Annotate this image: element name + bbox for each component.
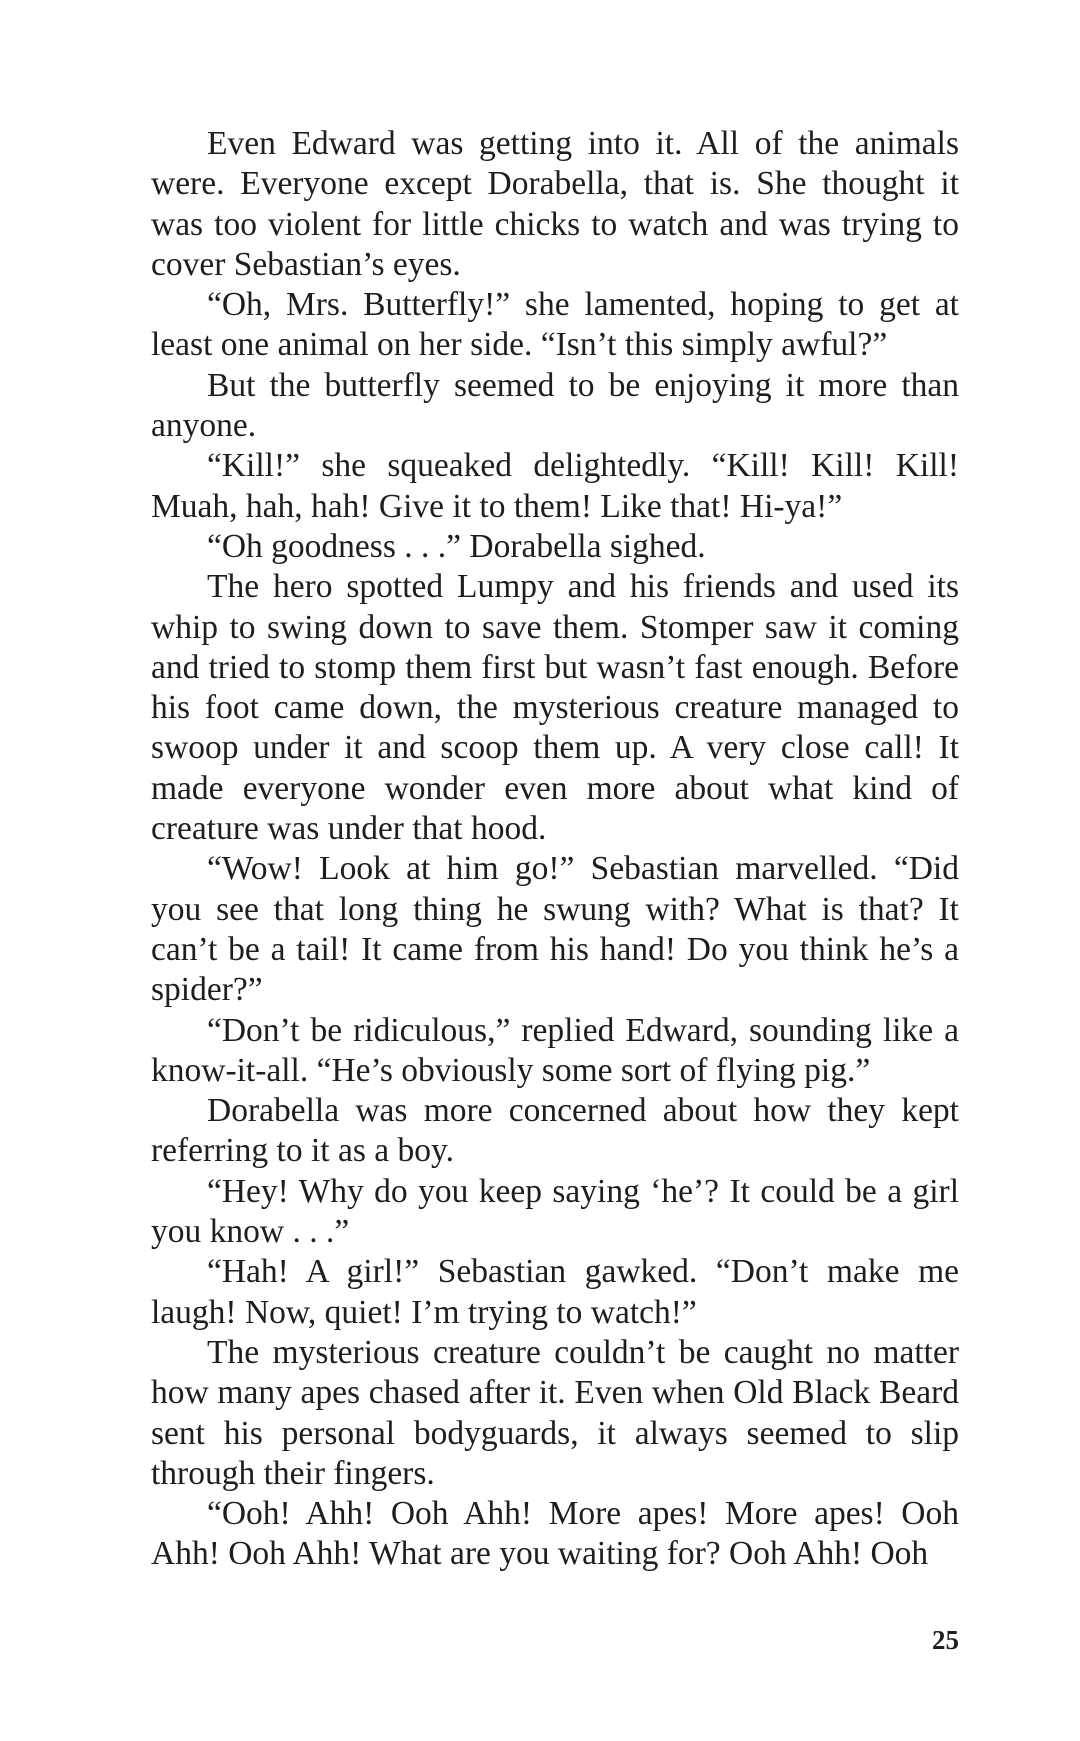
paragraph: “Hey! Why do you keep saying ‘he’? It could be a girl you know . . .” — [151, 1172, 959, 1251]
paragraph: “Ooh! Ahh! Ooh Ahh! More apes! More apes! Ooh Ahh! Ooh Ahh! What are you waiting for? Ooh Ahh! Ooh — [151, 1495, 959, 1573]
paragraph: But the butterfly seemed to be enjoying it more than anyone. — [151, 366, 959, 445]
paragraph: Dorabella was more concerned about how they kept referring to it as a boy. — [151, 1092, 959, 1170]
paragraph: “Kill!” she squeaked delightedly. “Kill! Kill! Kill! Muah, hah, hah! Give it to them! Like that! Hi-ya!” — [151, 447, 959, 525]
paragraph: “Wow! Look at him go!” Sebastian marvelled. “Did you see that long thing he swung with? What is that? It can’t be a tail! It came from his hand! Do you think he’s a spider?” — [151, 850, 959, 1009]
paragraph: “Oh goodness . . .” Dorabella sighed. — [207, 527, 706, 565]
paragraph: The mysterious creature couldn’t be caught no matter how many apes chased after it. Even when Old Black Beard sent his personal bodyguards, it always seemed to slip through their fingers. — [151, 1333, 959, 1492]
paragraph: “Oh, Mrs. Butterfly!” she lamented, hoping to get at least one animal on her side. “Isn’t this simply awful?” — [151, 286, 959, 364]
paragraph: Even Edward was getting into it. All of the animals were. Everyone except Dorabella, that is. She thought it was too violent for little chicks to watch and was trying to cover Sebastian’s eyes. — [151, 125, 959, 283]
body-text — [151, 124, 959, 1575]
page-number: 25 — [932, 1625, 959, 1655]
paragraph: “Hah! A girl!” Sebastian gawked. “Don’t make me laugh! Now, quiet! I’m trying to watch!” — [151, 1253, 959, 1331]
paragraph: “Don’t be ridiculous,” replied Edward, sounding like a know-it-all. “He’s obviously some sort of flying pig.” — [151, 1011, 959, 1089]
paragraph: The hero spotted Lumpy and his friends and used its whip to swing down to save them. Stomper saw it coming and tried to stomp them first but wasn’t fast enough. Before his foot came down, the mysterious creature managed to swoop under it and scoop them up. A very close call! It made everyone wonder even more about what kind of creature was under that hood. — [151, 568, 959, 848]
